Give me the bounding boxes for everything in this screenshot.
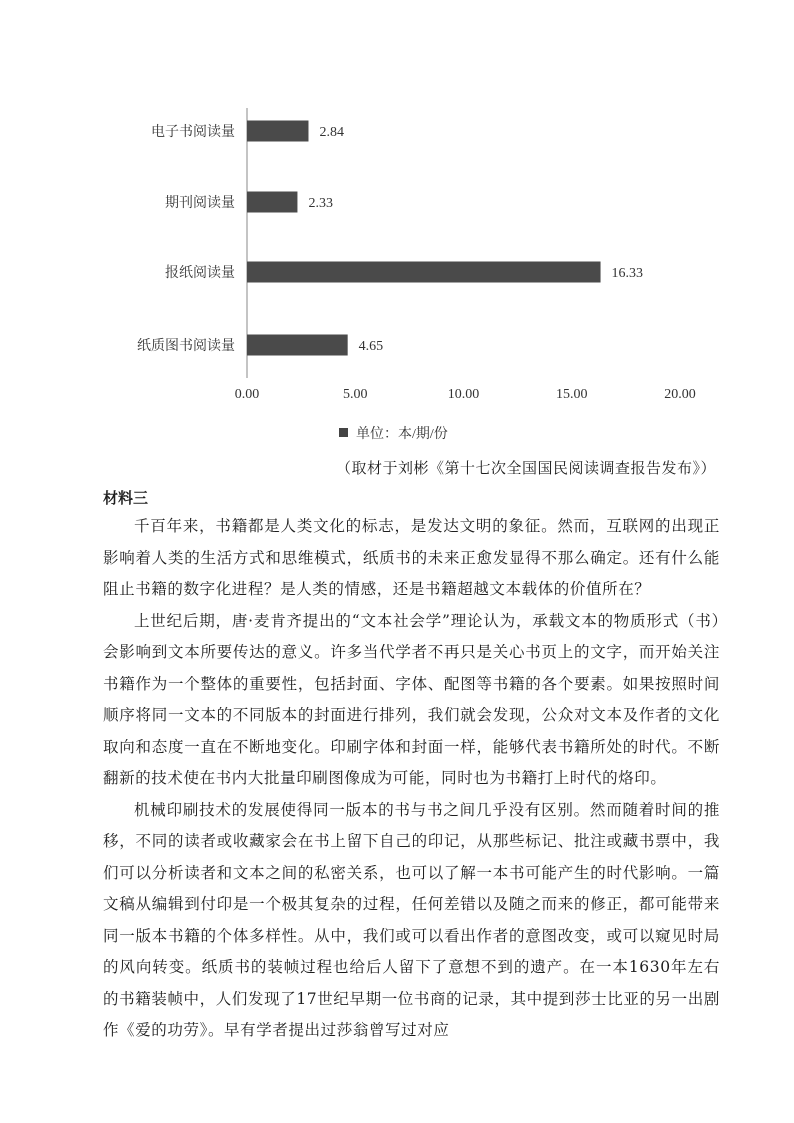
paragraph-3: 机械印刷技术的发展使得同一版本的书与书之间几乎没有区别。然而随着时间的推移，不同的读者或收藏家会在书上留下自己的印记，从那些标记、批注或藏书票中，我们可以分析读者和文本之间的私密关系，也可以了解一本书可能产生的时代影响。一篇文稿从编辑到付印是一个极其复杂的过程，任何差错以及随之而来的修正，都可能带来同一版本书籍的个体多样性。从中，我们或可以看出作者的意图改变，或可以窥见时局的风向转变。纸质书的装帧过程也给后人留下了意想不到的遗产。在一本1630年左右的书籍装帧中，人们发现了17世纪早期一位书商的记录，其中提到莎士比亚的另一出剧作《爱的功劳》。早有学者提出过莎翁曾写过对应 (103, 800, 720, 1039)
category-label: 纸质图书阅读量 (137, 339, 235, 354)
source-citation: （取材于刘彬《第十七次全国国民阅读调查报告发布》） (335, 459, 716, 477)
category-label: 期刊阅读量 (165, 196, 235, 211)
legend-label: 单位：本/期/份 (356, 427, 448, 442)
section-title: 材料三 (103, 489, 149, 507)
bar (247, 192, 297, 213)
x-tick-label: 10.00 (447, 387, 480, 402)
bar (247, 121, 308, 142)
paragraph-2: 上世纪后期，唐·麦肯齐提出的“文本社会学”理论认为，承载文本的物质形式（书）会影响到文本所要传达的意义。许多当代学者不再只是关心书页上的文字，而开始关注书籍作为一个整体的重要性，包括封面、字体、配图等书籍的各个要素。如果按照时间顺序将同一文本的不同版本的封面进行排列，我们就会发现，公众对文本及作者的文化取向和态度一直在不断地变化。印刷字体和封面一样，能够代表书籍所处的时代。不断翻新的技术使在书内大批量印刷图像成为可能，同时也为书籍打上时代的烙印。 (103, 611, 720, 787)
bar (247, 262, 601, 283)
paragraph-1: 千百年来，书籍都是人类文化的标志，是发达文明的象征。然而，互联网的出现正影响着人类的生活方式和思维模式，纸质书的未来正愈发显得不那么确定。还有什么能阻止书籍的数字化进程？是人类的情感，还是书籍超越文本载体的价值所在？ (103, 517, 720, 598)
x-tick-label: 20.00 (664, 387, 696, 402)
x-tick-label: 15.00 (556, 387, 588, 402)
bar (247, 335, 348, 356)
bar-value-label: 2.84 (319, 125, 344, 140)
reading-volume-bar-chart (0, 0, 794, 460)
bar-value-label: 2.33 (308, 196, 333, 211)
legend-swatch (339, 428, 348, 437)
bar-value-label: 4.65 (358, 339, 384, 354)
category-label: 报纸阅读量 (165, 266, 235, 281)
x-tick-label: 0.00 (234, 387, 260, 402)
bar-value-label: 16.33 (611, 266, 644, 281)
category-label: 电子书阅读量 (151, 125, 235, 140)
x-tick-label: 5.00 (343, 387, 368, 402)
body-text (103, 511, 720, 1047)
